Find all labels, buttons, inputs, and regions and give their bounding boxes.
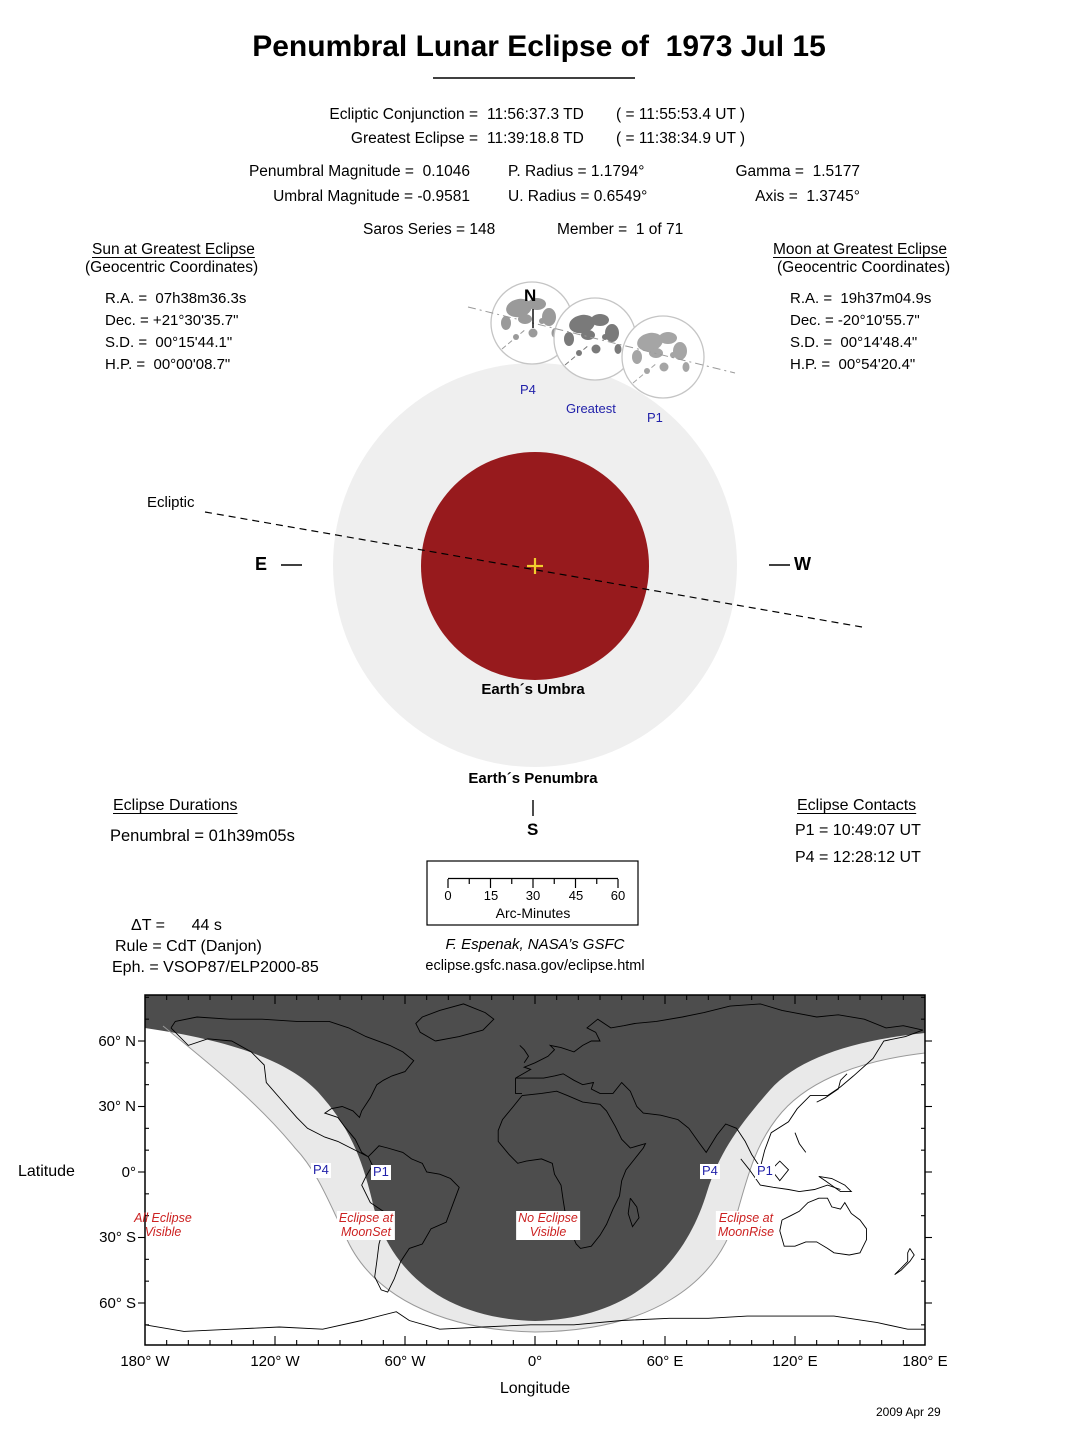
greatest-value: 11:39:18.8 TD <box>487 130 584 147</box>
moon-dec: Dec. = -20°10'55.7" <box>790 312 920 329</box>
sun-subtitle: (Geocentric Coordinates) <box>85 259 259 276</box>
durations-title: Eclipse Durations <box>113 797 238 814</box>
page-title: Penumbral Lunar Eclipse of 1973 Jul 15 <box>252 30 826 63</box>
umbra-label: Earth´s Umbra <box>481 681 585 698</box>
delta-t: ΔT = 44 s <box>131 917 222 934</box>
saros-member: Member = 1 of 71 <box>557 221 684 238</box>
contacts-title: Eclipse Contacts <box>797 797 917 814</box>
west-label: W <box>794 554 811 574</box>
scalebar-tick-0: 0 <box>444 888 452 903</box>
scalebar-unit-label: Arc-Minutes <box>495 905 571 921</box>
u-radius: U. Radius = 0.6549° <box>508 188 648 205</box>
p-radius: P. Radius = 1.1794° <box>508 163 645 180</box>
moon-ra: R.A. = 19h37m04.9s <box>790 290 932 307</box>
footer-date: 2009 Apr 29 <box>876 1405 941 1419</box>
rule: Rule = CdT (Danjon) <box>115 938 262 955</box>
contact-p4: P4 = 12:28:12 UT <box>795 849 921 866</box>
credit-author: F. Espenak, NASA’s GSFC <box>445 936 625 953</box>
region-moonset: Eclipse at MoonSet <box>338 1211 394 1240</box>
p1-label: P1 <box>647 410 663 425</box>
map-xlabel: Longitude <box>499 1380 571 1397</box>
sun-ra: R.A. = 07h38m36.3s <box>105 290 247 307</box>
moon-subtitle: (Geocentric Coordinates) <box>777 259 951 276</box>
south-label: S <box>527 820 539 839</box>
map-right-p1-label: P1 <box>757 1163 773 1178</box>
lat-tick-60n: 60° N <box>98 1033 136 1050</box>
map-left-p4-label: P4 <box>313 1162 329 1177</box>
scalebar-tick-45: 45 <box>568 888 584 903</box>
saros-series: Saros Series = 148 <box>363 221 496 238</box>
p4-label: P4 <box>520 382 536 397</box>
lon-tick-180e: 180° E <box>902 1353 948 1370</box>
sun-hp: H.P. = 00°00'08.7" <box>105 356 231 373</box>
ephemeris: Eph. = VSOP87/ELP2000-85 <box>112 959 319 976</box>
east-label: E <box>255 554 268 574</box>
durations-penumbral: Penumbral = 01h39m05s <box>110 827 295 845</box>
lat-tick-30n: 30° N <box>98 1098 136 1115</box>
region-all-visible: All Eclipse Visible <box>134 1211 192 1240</box>
scalebar-tick-60: 60 <box>610 888 626 903</box>
greatest-label-diagram: Greatest <box>566 401 616 416</box>
lon-tick-0: 0° <box>527 1353 543 1370</box>
ecliptic-label: Ecliptic <box>147 494 195 511</box>
north-label: N <box>524 286 537 305</box>
contact-p1: P1 = 10:49:07 UT <box>795 822 921 839</box>
lon-tick-60w: 60° W <box>384 1353 426 1370</box>
lon-tick-180w: 180° W <box>120 1353 170 1370</box>
axis: Axis = 1.3745° <box>755 188 860 205</box>
penumbra-label: Earth´s Penumbra <box>468 770 598 787</box>
lon-tick-60e: 60° E <box>646 1353 684 1370</box>
conjunction-ut: ( = 11:55:53.4 UT ) <box>616 106 746 123</box>
lat-tick-30s: 30° S <box>99 1229 136 1246</box>
visibility-map <box>138 995 932 1345</box>
lon-tick-120e: 120° E <box>772 1353 818 1370</box>
map-ylabel: Latitude <box>18 1163 75 1180</box>
conjunction-label: Ecliptic Conjunction = <box>329 106 478 123</box>
map-right-p4-label: P4 <box>702 1163 718 1178</box>
sun-sd: S.D. = 00°15'44.1" <box>105 334 233 351</box>
conjunction-value: 11:56:37.3 TD <box>487 106 584 123</box>
scalebar-tick-30: 30 <box>525 888 541 903</box>
gamma: Gamma = 1.5177 <box>735 163 860 180</box>
lat-tick-60s: 60° S <box>99 1295 136 1312</box>
region-moonrise: Eclipse at MoonRise <box>717 1211 775 1240</box>
moon-title: Moon at Greatest Eclipse <box>773 241 948 258</box>
greatest-label: Greatest Eclipse = <box>350 130 478 147</box>
penumbral-magnitude: Penumbral Magnitude = 0.1046 <box>248 163 470 180</box>
umbral-magnitude: Umbral Magnitude = -0.9581 <box>273 188 470 205</box>
region-no-eclipse: No Eclipse Visible <box>518 1211 578 1240</box>
sun-title: Sun at Greatest Eclipse <box>92 241 255 258</box>
lon-tick-120w: 120° W <box>250 1353 300 1370</box>
greatest-ut: ( = 11:38:34.9 UT ) <box>616 130 746 147</box>
credit-url: eclipse.gsfc.nasa.gov/eclipse.html <box>425 958 645 974</box>
moon-disk-p1 <box>622 316 704 398</box>
map-left-p1-label: P1 <box>373 1164 389 1179</box>
scalebar-tick-15: 15 <box>483 888 499 903</box>
moon-hp: H.P. = 00°54'20.4" <box>790 356 916 373</box>
sun-dec: Dec. = +21°30'35.7" <box>105 312 239 329</box>
lat-tick-0: 0° <box>121 1164 136 1181</box>
moon-sd: S.D. = 00°14'48.4" <box>790 334 918 351</box>
